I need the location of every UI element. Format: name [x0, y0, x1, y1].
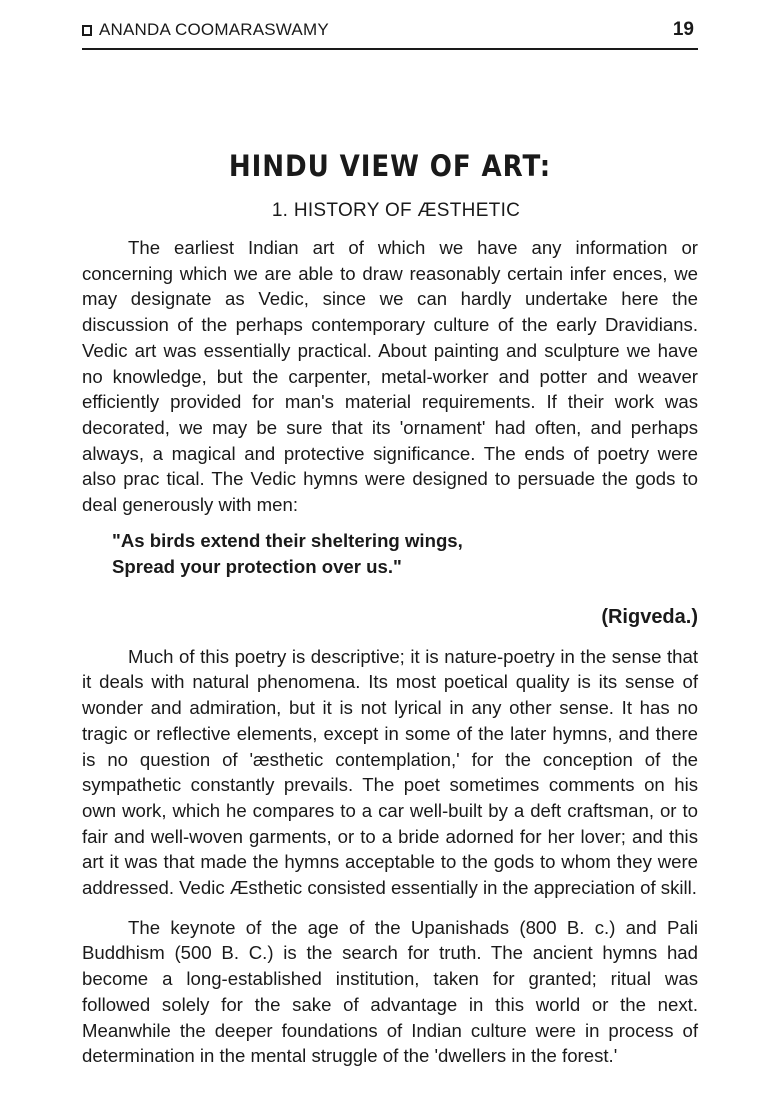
- book-page: [82, 0, 698, 1069]
- running-head: [82, 0, 698, 50]
- paragraph: The keynote of the age of the Upanishads (800 B. c.) and Pali Buddhism (500 B. C.) is the search for truth. The ancient hymns had become a long-established institution, taken for granted; ritual was followed solely for the sake of advantage in this world or the next. Meanwhile the deeper foundations of Indian culture were in process of determination in the mental struggle of the 'dwellers in the forest.': [82, 916, 698, 1067]
- quote-line: Spread your protection over us.": [112, 555, 402, 577]
- quote-attribution: (Rigveda.): [601, 605, 698, 628]
- block-quote: [112, 528, 698, 580]
- square-outline-icon: [82, 25, 92, 36]
- paragraph: The earliest Indian art of which we have any information or concerning which we are able to draw reasonably certain infer ences, we may designate as Vedic, since we can hardly undertake here the discussion of the perhaps contemporary culture of the early Dravidians. Vedic art was essentially practical. About painting and sculpture we have no knowledge, but the carpenter, metal-worker and potter and weaver efficiently provided for man's material requirements. If their work was decorated, we may be sure that its 'ornament' had often, and perhaps always, a magical and protective significance. The ends of poetry were also prac tical. The Vedic hymns were designed to persuade the gods to deal generously with men:: [82, 237, 698, 516]
- paragraph: Much of this poetry is descriptive; it is nature-poetry in the sense that it deals with natural phenomena. Its most poetical quality is its sense of wonder and admiration, but it is not lyrical in any other sense. It has no tragic or reflective elements, except in some of the later hymns, and there is no question of 'æsthetic contemplation,' for the conception of the sympathetic constantly prevails. The poet sometimes comments on his own work, which he compares to a car well-built by a deft craftsman, or to fair and well-woven garments, or to a bride adorned for her lover; and this art it was that made the hymns acceptable to the gods to whom they were addressed. Vedic Æsthetic consisted essentially in the appreciation of skill.: [82, 645, 698, 899]
- section-title: 1. HISTORY OF ÆSTHETIC: [271, 200, 521, 221]
- running-head-title: ANANDA COOMARASWAMY: [99, 20, 329, 39]
- chapter-title: HINDU VIEW OF ART:: [228, 149, 552, 183]
- running-head-author: [82, 20, 329, 40]
- quote-line: "As birds extend their sheltering wings,: [112, 529, 463, 551]
- page-number: 19: [672, 19, 694, 40]
